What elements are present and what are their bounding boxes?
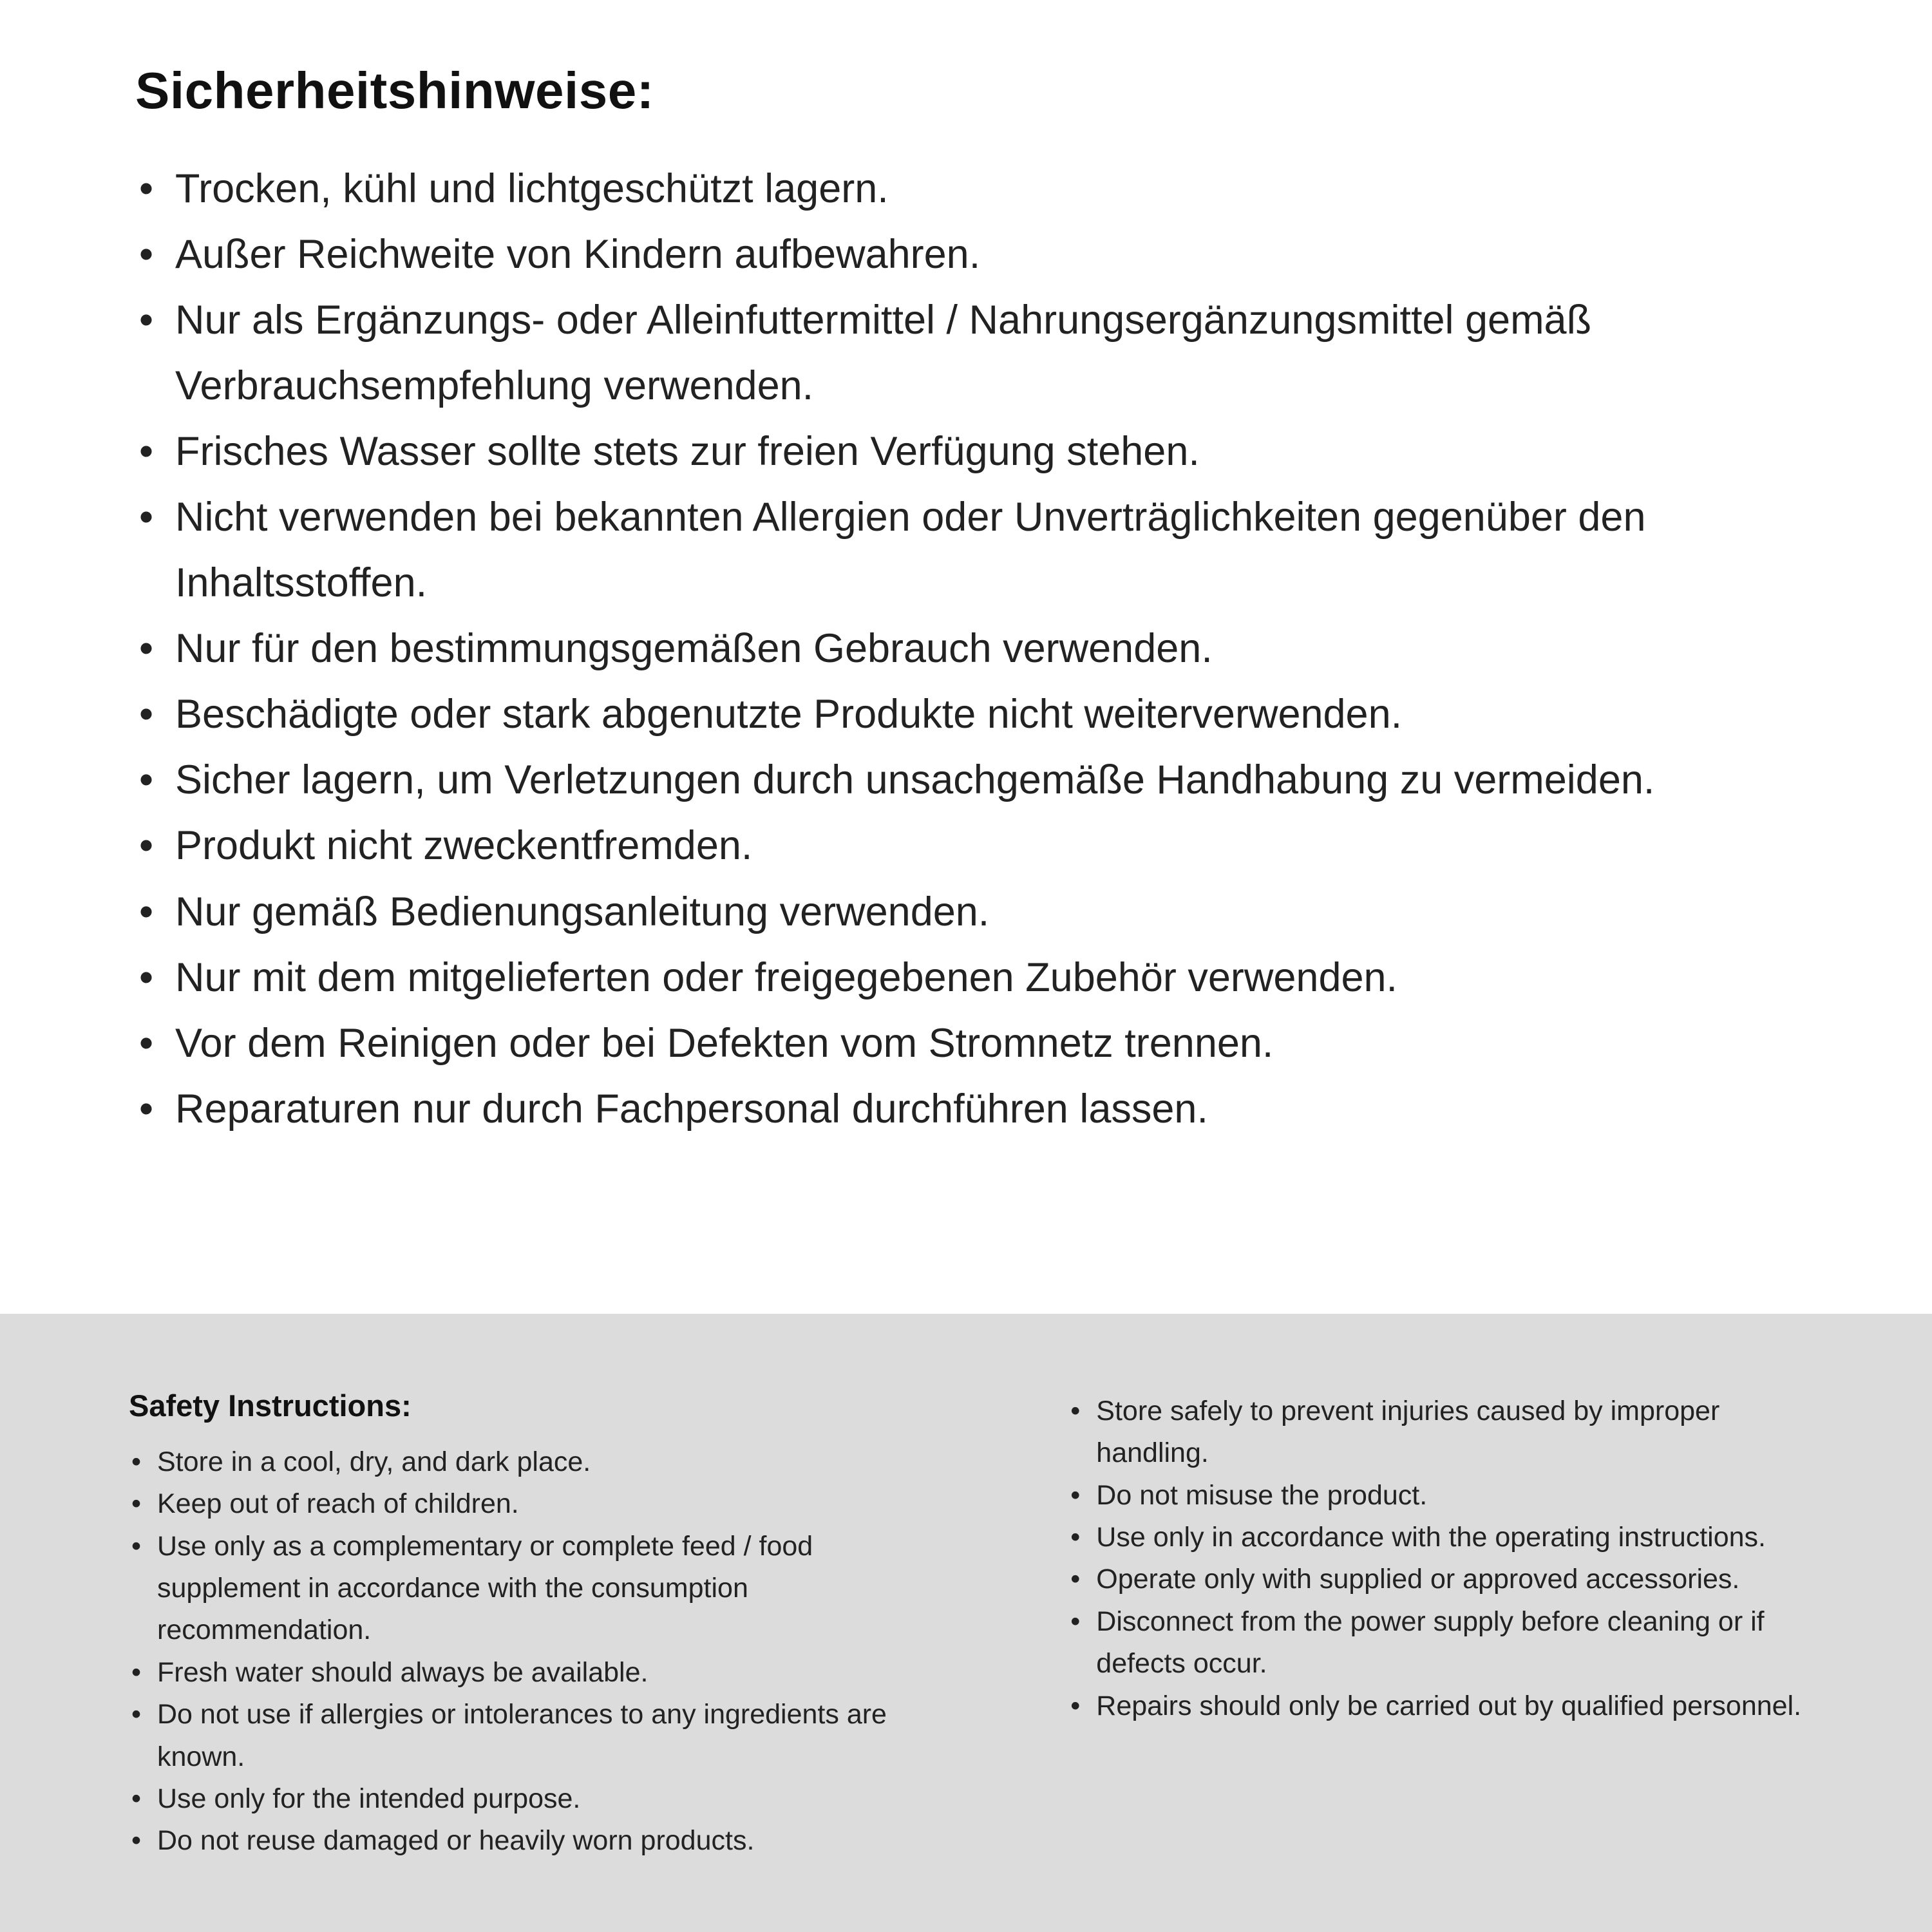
list-item: • Use only as a complementary or complete feed / food supplement in accordance with the consumption recommendation.	[129, 1526, 926, 1652]
list-item: • Außer Reichweite von Kindern aufbewahren.	[135, 222, 1823, 287]
list-item: • Do not use if allergies or intolerances to any ingredients are known.	[129, 1694, 926, 1778]
german-bullet-list	[135, 156, 1823, 1142]
list-item: • Do not reuse damaged or heavily worn products.	[129, 1820, 926, 1862]
english-columns	[129, 1388, 1835, 1862]
list-item: • Use only for the intended purpose.	[129, 1778, 926, 1820]
english-title: Safety Instructions:	[129, 1388, 412, 1423]
list-item: • Nur als Ergänzungs- oder Alleinfuttermittel / Nahrungsergänzungsmittel gemäß Verbrauchsempfehlung verwenden.	[135, 287, 1823, 419]
german-title: Sicherheitshinweise:	[135, 62, 654, 119]
list-item: • Use only in accordance with the operating instructions.	[1068, 1517, 1835, 1558]
list-item: • Produkt nicht zweckentfremden.	[135, 813, 1823, 878]
list-item: • Nicht verwenden bei bekannten Allergien oder Unverträglichkeiten gegenüber den Inhaltsstoffen.	[135, 484, 1823, 616]
list-item: • Reparaturen nur durch Fachpersonal durchführen lassen.	[135, 1076, 1823, 1142]
list-item: • Nur für den bestimmungsgemäßen Gebrauch verwenden.	[135, 616, 1823, 681]
list-item: • Operate only with supplied or approved accessories.	[1068, 1558, 1835, 1600]
english-left-bullet-list	[129, 1441, 926, 1862]
english-right-column	[1068, 1388, 1835, 1727]
list-item: • Store safely to prevent injuries caused by improper handling.	[1068, 1390, 1835, 1475]
list-item: • Beschädigte oder stark abgenutzte Produkte nicht weiterverwenden.	[135, 681, 1823, 747]
list-item: • Frisches Wasser sollte stets zur freien Verfügung stehen.	[135, 419, 1823, 484]
list-item: • Fresh water should always be available.	[129, 1652, 926, 1694]
list-item: • Nur gemäß Bedienungsanleitung verwenden.	[135, 879, 1823, 945]
list-item: • Sicher lagern, um Verletzungen durch unsachgemäße Handhabung zu vermeiden.	[135, 747, 1823, 813]
english-right-bullet-list	[1068, 1390, 1835, 1727]
list-item: • Disconnect from the power supply before cleaning or if defects occur.	[1068, 1601, 1835, 1685]
english-section	[0, 1314, 1932, 1932]
list-item: • Keep out of reach of children.	[129, 1483, 926, 1525]
list-item: • Vor dem Reinigen oder bei Defekten vom Stromnetz trennen.	[135, 1010, 1823, 1076]
list-item: • Trocken, kühl und lichtgeschützt lagern.	[135, 156, 1823, 222]
english-left-column	[129, 1388, 926, 1862]
list-item: • Nur mit dem mitgelieferten oder freigegebenen Zubehör verwenden.	[135, 945, 1823, 1010]
list-item: • Repairs should only be carried out by qualified personnel.	[1068, 1685, 1835, 1727]
list-item: • Store in a cool, dry, and dark place.	[129, 1441, 926, 1483]
list-item: • Do not misuse the product.	[1068, 1475, 1835, 1517]
